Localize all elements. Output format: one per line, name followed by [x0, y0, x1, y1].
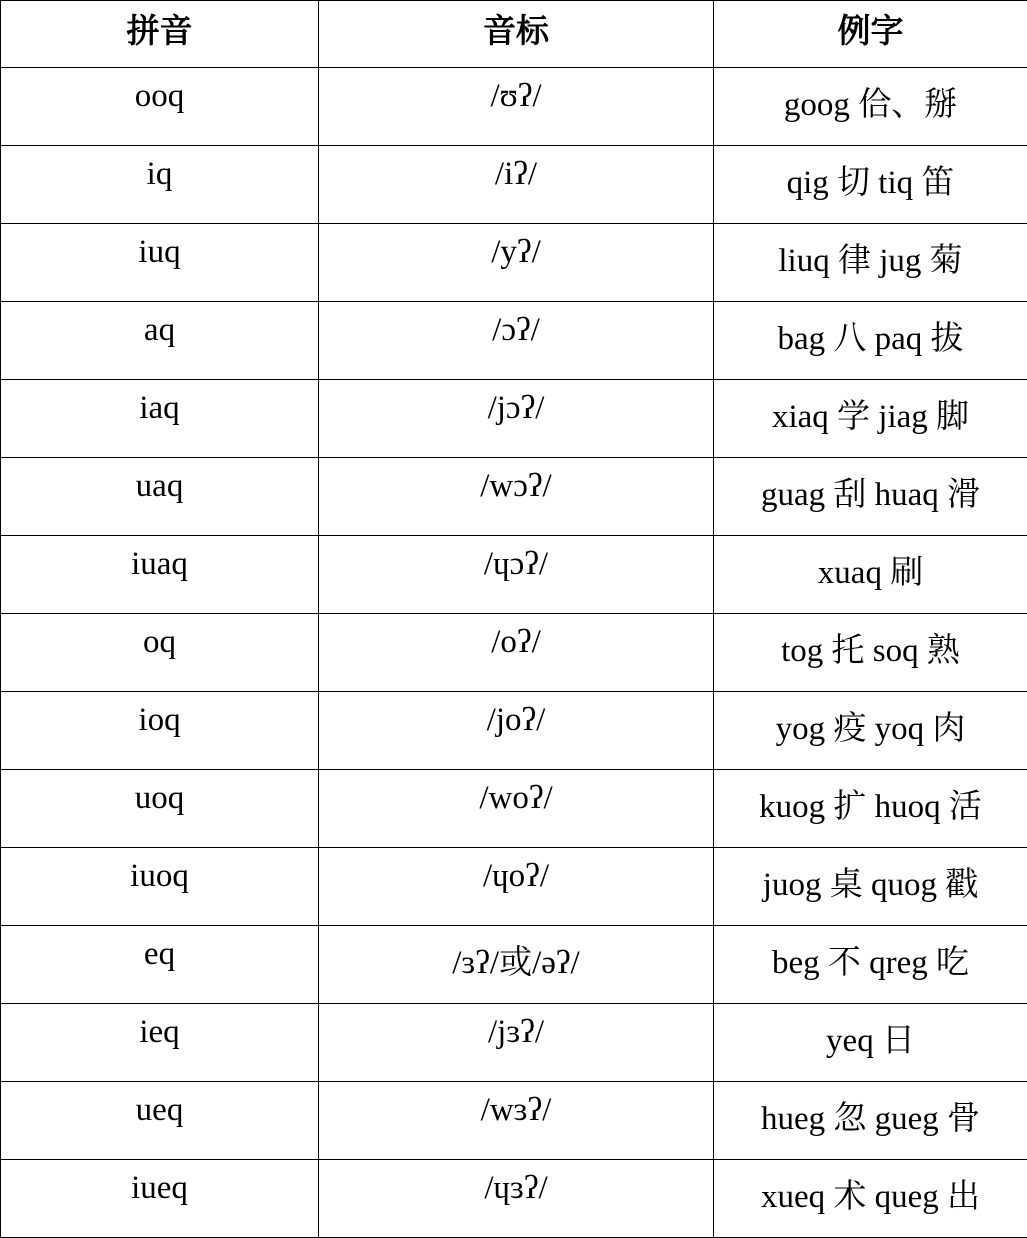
- pinyin-cell: iuq: [1, 224, 319, 302]
- ipa-cell: /ʊʔ/: [319, 68, 714, 146]
- example-cell: xuaq 刷: [714, 536, 1027, 614]
- ipa-cell: /ɥɔʔ/: [319, 536, 714, 614]
- table-header: [1, 1, 1027, 68]
- example-cell: juog 桌 quog 戳: [714, 848, 1027, 926]
- table-body: [1, 68, 1027, 1238]
- table-row: [1, 68, 1027, 146]
- table-row: [1, 1160, 1027, 1238]
- ipa-cell: /yʔ/: [319, 224, 714, 302]
- header-row: [1, 1, 1027, 68]
- example-cell: guag 刮 huaq 滑: [714, 458, 1027, 536]
- table-row: [1, 224, 1027, 302]
- ipa-cell: /joʔ/: [319, 692, 714, 770]
- table-row: [1, 770, 1027, 848]
- ipa-cell: /ɔʔ/: [319, 302, 714, 380]
- ipa-cell: /wɔʔ/: [319, 458, 714, 536]
- table-row: [1, 692, 1027, 770]
- example-cell: qig 切 tiq 笛: [714, 146, 1027, 224]
- ipa-cell: /jɔʔ/: [319, 380, 714, 458]
- ipa-cell: /wɜʔ/: [319, 1082, 714, 1160]
- header-examples: 例字: [714, 1, 1027, 68]
- pinyin-cell: eq: [1, 926, 319, 1004]
- example-cell: liuq 律 jug 菊: [714, 224, 1027, 302]
- table-row: [1, 848, 1027, 926]
- ipa-cell: /ɥoʔ/: [319, 848, 714, 926]
- ipa-cell: /iʔ/: [319, 146, 714, 224]
- example-cell: tog 托 soq 熟: [714, 614, 1027, 692]
- pinyin-cell: iuoq: [1, 848, 319, 926]
- pinyin-cell: iuaq: [1, 536, 319, 614]
- table-row: [1, 146, 1027, 224]
- pinyin-cell: ioq: [1, 692, 319, 770]
- table-row: [1, 380, 1027, 458]
- ipa-cell: /ɥɜʔ/: [319, 1160, 714, 1238]
- example-cell: xiaq 学 jiag 脚: [714, 380, 1027, 458]
- example-cell: beg 不 qreg 吃: [714, 926, 1027, 1004]
- pinyin-cell: uaq: [1, 458, 319, 536]
- header-ipa: 音标: [319, 1, 714, 68]
- example-cell: bag 八 paq 拔: [714, 302, 1027, 380]
- ipa-cell: /woʔ/: [319, 770, 714, 848]
- pinyin-cell: ieq: [1, 1004, 319, 1082]
- pinyin-cell: iq: [1, 146, 319, 224]
- example-cell: yeq 日: [714, 1004, 1027, 1082]
- header-pinyin: 拼音: [1, 1, 319, 68]
- pinyin-cell: iueq: [1, 1160, 319, 1238]
- table-row: [1, 302, 1027, 380]
- ipa-cell: /ɜʔ/或/əʔ/: [319, 926, 714, 1004]
- table-row: [1, 1082, 1027, 1160]
- table-row: [1, 926, 1027, 1004]
- pinyin-cell: oq: [1, 614, 319, 692]
- pinyin-cell: aq: [1, 302, 319, 380]
- example-cell: xueq 术 queg 出: [714, 1160, 1027, 1238]
- ipa-cell: /jɜʔ/: [319, 1004, 714, 1082]
- example-cell: kuog 扩 huoq 活: [714, 770, 1027, 848]
- table-row: [1, 458, 1027, 536]
- example-cell: yog 疫 yoq 肉: [714, 692, 1027, 770]
- pinyin-cell: ueq: [1, 1082, 319, 1160]
- pinyin-cell: uoq: [1, 770, 319, 848]
- pinyin-cell: ooq: [1, 68, 319, 146]
- table-row: [1, 1004, 1027, 1082]
- example-cell: hueg 忽 gueg 骨: [714, 1082, 1027, 1160]
- table-row: [1, 536, 1027, 614]
- example-cell: goog 佮、掰: [714, 68, 1027, 146]
- pinyin-cell: iaq: [1, 380, 319, 458]
- table-row: [1, 614, 1027, 692]
- ipa-cell: /oʔ/: [319, 614, 714, 692]
